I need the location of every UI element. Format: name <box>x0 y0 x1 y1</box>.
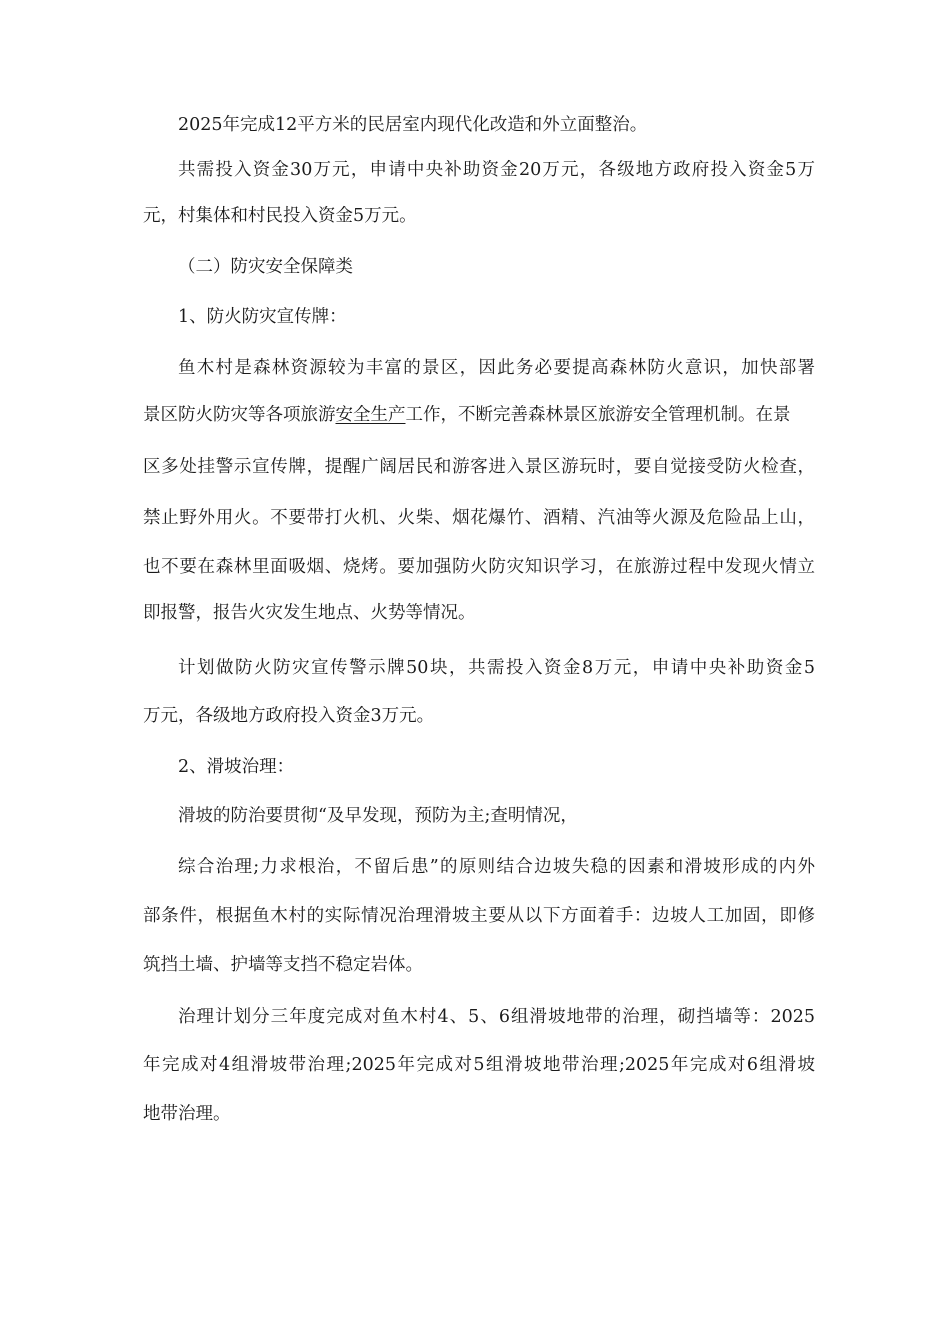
paragraph-line: 也不要在森林里面吸烟、烧烤。要加强防火防灾知识学习，在旅游过程中发现火情立 <box>143 557 815 577</box>
text-run: 工作，不断完善森林景区旅游安全管理机制。在景 <box>405 405 791 425</box>
subsection-heading: 1、防火防灾宣传牌： <box>178 307 347 327</box>
paragraph-line: 治理计划分三年度完成对鱼木村4、5、6组滑坡地带的治理，砌挡墙等：2025 <box>178 1007 815 1027</box>
paragraph-line: 元，村集体和村民投入资金5万元。 <box>143 206 417 226</box>
paragraph-line: 综合治理;力求根治，不留后患”的原则结合边坡失稳的因素和滑坡形成的内外 <box>178 857 815 877</box>
subsection-heading: 2、滑坡治理： <box>178 757 295 777</box>
text-run: 景区防火防灾等各项旅游 <box>143 405 336 425</box>
paragraph-line: 计划做防火防灾宣传警示牌50块，共需投入资金8万元，申请中央补助资金5 <box>178 658 815 678</box>
paragraph-line: 万元，各级地方政府投入资金3万元。 <box>143 706 435 726</box>
section-heading: （二）防灾安全保障类 <box>178 257 353 277</box>
paragraph-line: 年完成对4组滑坡带治理;2025年完成对5组滑坡地带治理;2025年完成对6组滑坡 <box>143 1055 815 1075</box>
paragraph-line: 即报警，报告火灾发生地点、火势等情况。 <box>143 603 476 623</box>
paragraph-line: 筑挡土墙、护墙等支挡不稳定岩体。 <box>143 955 423 975</box>
paragraph-line: 区多处挂警示宣传牌，提醒广阔居民和游客进入景区游玩时，要自觉接受防火检查， <box>143 457 815 477</box>
paragraph-line: 地带治理。 <box>143 1104 231 1124</box>
paragraph-line: 滑坡的防治要贯彻“及早发现，预防为主;查明情况， <box>178 806 578 826</box>
paragraph-line: 禁止野外用火。不要带打火机、火柴、烟花爆竹、酒精、汽油等火源及危险品上山， <box>143 508 815 528</box>
underlined-term: 安全生产 <box>335 405 406 425</box>
paragraph-line: 2025年完成12平方米的民居室内现代化改造和外立面整治。 <box>178 115 648 135</box>
paragraph-line: 共需投入资金30万元，申请中央补助资金20万元，各级地方政府投入资金5万 <box>178 160 815 180</box>
paragraph-line: 部条件，根据鱼木村的实际情况治理滑坡主要从以下方面着手：边坡人工加固，即修 <box>143 906 815 926</box>
paragraph-line <box>143 403 815 427</box>
paragraph-line: 鱼木村是森林资源较为丰富的景区，因此务必要提高森林防火意识，加快部署 <box>178 358 815 378</box>
